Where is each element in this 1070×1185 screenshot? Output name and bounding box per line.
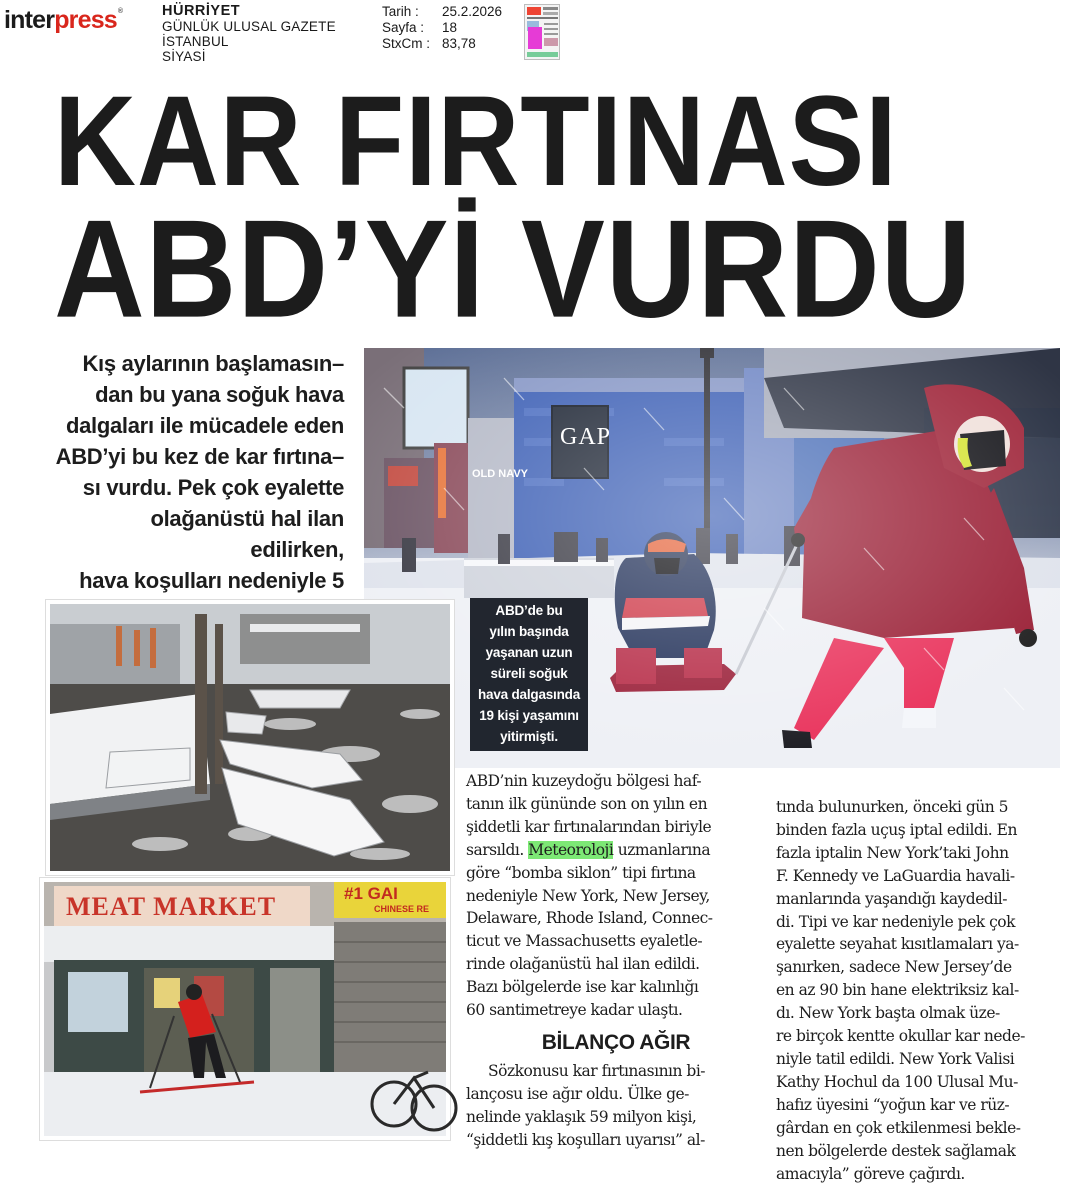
body-line: tanın ilk gününde son on yılın en	[466, 793, 766, 816]
caption-line: süreli soğuk	[473, 663, 585, 684]
meta-size-row	[382, 36, 502, 52]
meta-page-label: Sayfa :	[382, 20, 442, 36]
body-line: göre “bomba siklon” tipi fırtına	[466, 862, 766, 885]
body-line: fazla iptalin New York’taki John	[776, 842, 1062, 865]
page-thumbnail[interactable]	[524, 4, 560, 60]
body-line: lançosu ise ağır oldu. Ülke ge-	[466, 1083, 766, 1106]
restaurant-sign-top: #1 GAI	[344, 884, 398, 904]
newspaper-section: SİYASİ	[162, 49, 336, 64]
old-navy-sign: OLD NAVY	[472, 468, 528, 480]
meta-date-value: 25.2.2026	[442, 4, 502, 20]
source-info	[162, 4, 336, 64]
body-line: Delaware, Rhode Island, Connec-	[466, 907, 766, 930]
body-line: gârdan en çok etkilenmesi bekle-	[776, 1117, 1062, 1140]
subheading: BİLANÇO AĞIR	[466, 1022, 766, 1060]
caption-line: yaşanan uzun	[473, 642, 585, 663]
photo-caption	[470, 598, 588, 751]
deck-line: ABD’yi bu kez de kar fırtına–	[54, 441, 344, 472]
newspaper-name: HÜRRİYET	[162, 4, 336, 19]
deck-line: dan bu yana soğuk hava	[54, 379, 344, 410]
body-line: re birçok kentte okullar kar nede-	[776, 1025, 1062, 1048]
caption-line: hava dalgasında	[473, 684, 585, 705]
highlighted-keyword: Meteoroloji	[528, 841, 613, 859]
deck-line: Kış aylarının başlamasın–	[54, 348, 344, 379]
body-line: en az 90 bin hane elektriksiz kal-	[776, 979, 1062, 1002]
harbor-boats-photo	[46, 600, 454, 875]
body-line: hafız üyesini “yoğun kar ve rüz-	[776, 1094, 1062, 1117]
gap-store-sign: GAP	[560, 424, 611, 451]
body-text: uzmanlarına	[618, 841, 710, 859]
body-line: Bazı bölgelerde ise kar kalınlığı	[466, 976, 766, 999]
body-line: rinde olağanüstü hal ilan edildi.	[466, 953, 766, 976]
body-line: ticut ve Massachusetts eyaletle-	[466, 930, 766, 953]
frozen-harbor-illustration	[50, 604, 450, 871]
clipping-meta	[382, 4, 502, 52]
article-column-1	[466, 770, 766, 1152]
headline-line-2: ABD’Yİ VURDU	[54, 200, 948, 339]
body-line: manlarında yaşandığı kaydedil-	[776, 888, 1062, 911]
meat-market-sign: MEAT MARKET	[66, 892, 276, 922]
deck-line: olağanüstü hal ilan edilirken,	[54, 503, 344, 565]
body-line: dı. New York başta olmak üze-	[776, 1002, 1062, 1025]
deck-line: sı vurdu. Pek çok eyalette	[54, 472, 344, 503]
caption-line: 19 kişi yaşamını	[473, 705, 585, 726]
logo-text-press: press	[54, 6, 117, 34]
body-line: ABD’nin kuzeydoğu bölgesi haf-	[466, 770, 766, 793]
body-line: nen bölgelerde destek sağlamak	[776, 1140, 1062, 1163]
caption-line: yılın başında	[473, 621, 585, 642]
meta-size-value: 83,78	[442, 36, 476, 52]
body-line: amacıyla” göreve çağırdı.	[776, 1163, 1062, 1185]
body-line: tında bulunurken, önceki gün 5	[776, 796, 1062, 819]
article-column-2	[776, 796, 1062, 1185]
main-photo-snowstorm	[364, 348, 1060, 768]
body-line: niyle tatil edildi. New York Valisi	[776, 1048, 1062, 1071]
newspaper-city: İSTANBUL	[162, 34, 336, 49]
caption-line: ABD’de bu	[473, 600, 585, 621]
body-line: şiddetli kar fırtınalarından biriyle	[466, 816, 766, 839]
body-line-with-highlight	[466, 839, 766, 862]
body-line: nedeniyle New York, New Jersey,	[466, 885, 766, 908]
registered-mark: ®	[118, 8, 122, 15]
body-line: eyalette seyahat kısıtlamaları ya-	[776, 933, 1062, 956]
body-text: sarsıldı.	[466, 841, 524, 859]
body-line: di. Tipi ve kar nedeniyle pek çok	[776, 911, 1062, 934]
body-line: F. Kennedy ve LaGuardia havali-	[776, 865, 1062, 888]
deck-line: dalgaları ile mücadele eden	[54, 410, 344, 441]
snowstorm-scene-illustration	[364, 348, 1060, 768]
body-line: nelinde yaklaşık 59 milyon kişi,	[466, 1106, 766, 1129]
meta-size-label: StxCm :	[382, 36, 442, 52]
meat-market-skier-photo	[40, 878, 450, 1140]
newspaper-type: GÜNLÜK ULUSAL GAZETE	[162, 19, 336, 34]
logo-text-inter: inter	[4, 6, 54, 34]
meta-date-row	[382, 4, 502, 20]
body-line: Sözkonusu kar fırtınasının bi-	[466, 1060, 766, 1083]
deck-line: hava koşulları nedeniyle 5	[54, 565, 344, 596]
body-line: Kathy Hochul da 100 Ulusal Mu-	[776, 1071, 1062, 1094]
interpress-logo	[4, 8, 122, 33]
restaurant-sign-bottom: CHINESE RE	[374, 904, 429, 914]
caption-line: yitirmişti.	[473, 726, 585, 747]
body-line: 60 santimetreye kadar ulaştı.	[466, 999, 766, 1022]
headline-line-1: KAR FIRTINASI	[54, 78, 862, 206]
body-line: şanırken, sadece New Jersey’de	[776, 956, 1062, 979]
meta-date-label: Tarih :	[382, 4, 442, 20]
meta-page-row	[382, 20, 502, 36]
body-line: “şiddetli kış koşulları uyarısı” al-	[466, 1129, 766, 1152]
meta-page-value: 18	[442, 20, 457, 36]
body-line: binden fazla uçuş iptal edildi. En	[776, 819, 1062, 842]
